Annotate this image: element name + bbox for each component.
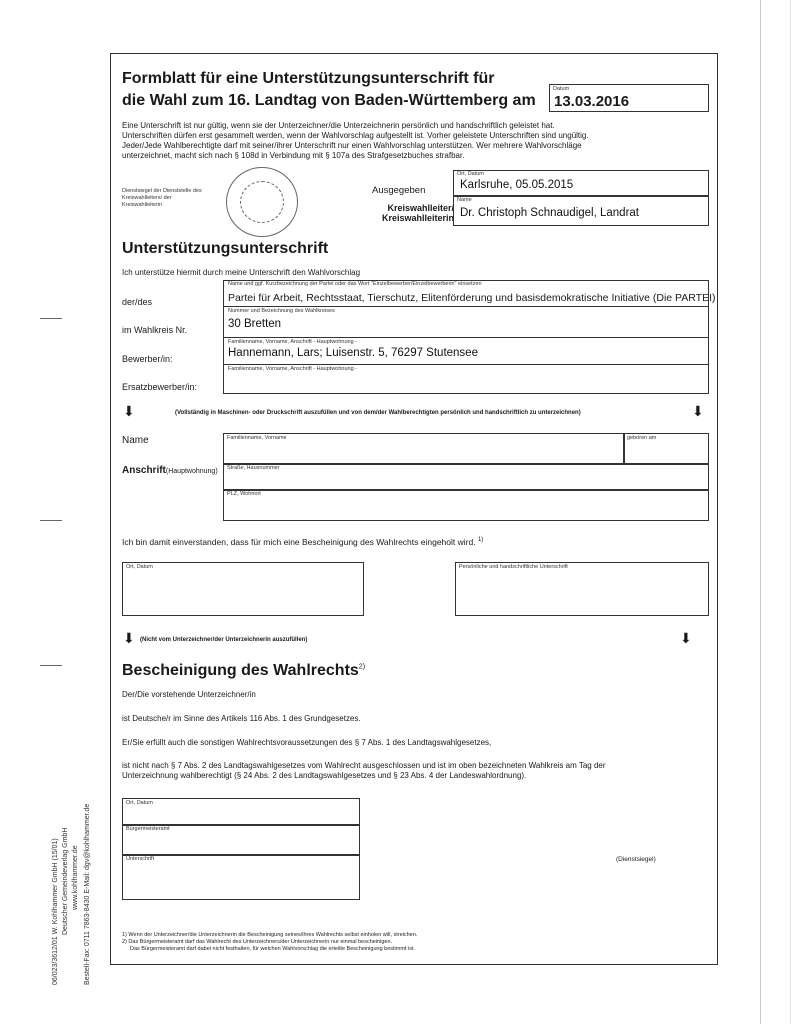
substitute-label: Ersatzbewerber/in: xyxy=(122,382,198,392)
divider xyxy=(223,337,709,338)
publisher-info: Bestell-Fax: 0711 7863-8430 E-Mail: dgv@kohlhammer.de xyxy=(84,803,91,985)
place-date-hint: Ort, Datum xyxy=(126,564,153,570)
signer-name-label: Name xyxy=(122,435,149,446)
postal-city-field[interactable] xyxy=(223,489,709,521)
candidate-value[interactable]: Hannemann, Lars; Luisenstr. 5, 76297 Stutensee xyxy=(228,347,478,359)
not-fill-note: (Nicht vom Unterzeichner/der Unterzeichnerin auszufüllen) xyxy=(140,637,308,643)
punch-mark xyxy=(40,520,62,521)
place-date-hint: Ort, Datum xyxy=(126,800,153,806)
officer-name-value: Dr. Christoph Schnaudigel, Landrat xyxy=(460,207,639,219)
place-date-label: Ort, Datum xyxy=(457,171,484,177)
publisher-info: Deutscher Gemeindeverlag GmbH xyxy=(62,827,69,935)
name-label: Name xyxy=(457,197,472,203)
consent-text: Ich bin damit einverstanden, dass für mich eine Bescheinigung des Wahlrechts eingeholt wird. $^{1)}$ xyxy=(122,537,484,547)
signer-name-field[interactable] xyxy=(223,433,625,465)
street-field[interactable] xyxy=(223,463,709,491)
cert-place-date-field[interactable] xyxy=(122,798,360,826)
cert-signature-field[interactable] xyxy=(122,854,360,900)
divider xyxy=(223,306,709,307)
cert-p3: Er/Sie erfüllt auch die sonstigen Wahlrechtsvoraussetzungen des § 7 Abs. 1 des Landtagswahlgesetzes, xyxy=(122,738,492,747)
publisher-info: 06/023/3612/01 W. Kohlhammer GmbH (15/01) xyxy=(52,838,59,985)
seal-emblem-icon xyxy=(240,181,284,223)
birth-date-field[interactable] xyxy=(623,433,709,465)
election-date-value: 13.03.2016 xyxy=(554,93,630,110)
mayor-office-field[interactable] xyxy=(122,824,360,856)
born-hint: geboren am xyxy=(627,435,657,441)
district-hint: Nummer und Bezeichnung des Wahlkreises xyxy=(228,308,335,314)
mayor-hint: Bürgermeisteramt xyxy=(126,826,170,832)
cert-p2: ist Deutsche/r im Sinne des Artikels 116 Abs. 1 des Grundgesetzes. xyxy=(122,714,361,723)
name-hint: Familienname, Vorname xyxy=(227,435,287,441)
plz-hint: PLZ, Wohnort xyxy=(227,491,261,497)
issued-place-date-field[interactable] xyxy=(453,170,709,196)
scan-edge-line xyxy=(760,0,761,1024)
intro-text: Eine Unterschrift ist nur gültig, wenn sie der Unterzeichner/die Unterzeichnerin persönlich und handschriftlich geleistet hat. Unterschriften dürfen erst gesammelt werden, wenn der Wahlvorschlag aufgestellt ist. Vorher geleistete Unterschriften sind ungültig. Jeder/Jede Wahlberechtigte darf mit seiner/ihrer Unterschrift nur einen Wahlvorschlag unterstützen. Wer mehrere Wahlvorschläge unterzeichnet, macht sich nach § 108d in Verbindung mit § 107a des Strafgesetzbuches strafbar. xyxy=(122,121,589,160)
candidate-hint: Familienname, Vorname, Anschrift - Hauptwohnung - xyxy=(228,339,358,345)
party-label: der/des xyxy=(122,297,153,307)
party-value[interactable]: Partei für Arbeit, Rechtsstaat, Tierschutz, Elitenförderung und basisdemokratische Initiative (Die PARTEI) xyxy=(228,292,716,304)
cert-p4: ist nicht nach § 7 Abs. 2 des Landtagswahlgesetzes vom Wahlrecht ausgeschlossen und ist im oben bezeichneten Wahlkreis am Tag der Unterzeichnung wahlberechtigt (§ 24 Abs. 2 des Landtagswahlgesetzes und § 23 Abs. 4 der Landeswahlordnung). xyxy=(122,761,606,780)
party-hint: Name und ggf. Kurzbezeichnung der Partei oder das Wort "Einzelbewerber/Einzelbewerberin" einsetzen xyxy=(228,281,482,287)
street-hint: Straße, Hausnummer xyxy=(227,465,280,471)
date-label: Datum xyxy=(553,86,570,92)
seal-hint: (Dienstsiegel) xyxy=(616,856,656,863)
arrow-down-icon: ⬇ xyxy=(123,403,135,419)
signature-hint: Unterschrift xyxy=(126,856,155,862)
arrow-down-icon: ⬇ xyxy=(692,403,704,419)
form-title-line1: Formblatt für eine Unterstützungsunterschrift für xyxy=(122,70,495,87)
support-intro: Ich unterstütze hiermit durch meine Unterschrift den Wahlvorschlag xyxy=(122,268,361,277)
signer-place-date-field[interactable] xyxy=(122,562,364,616)
substitute-hint: Familienname, Vorname, Anschrift - Hauptwohnung - xyxy=(228,366,358,372)
seal-label: Dienstsiegel der Dienststelle des Kreiswahlleiters/ der Kreiswahlleiterin xyxy=(122,188,202,208)
election-date-box[interactable] xyxy=(549,84,709,112)
scan-edge-line xyxy=(790,0,791,1024)
punch-mark xyxy=(40,318,62,319)
candidate-label: Bewerber/in: xyxy=(122,354,173,364)
address-label: Anschrift(Hauptwohnung) xyxy=(122,465,218,476)
certification-heading: Bescheinigung des Wahlrechts$^{2)}$ xyxy=(122,662,366,679)
arrow-down-icon: ⬇ xyxy=(680,630,692,646)
signer-instruction: (Vollständig in Maschinen- oder Druckschrift auszufüllen und von dem/der Wahlberechtigten persönlich und handschriftlich zu unterzeichnen) xyxy=(175,410,581,416)
punch-mark xyxy=(40,665,62,666)
support-heading: Unterstützungsunterschrift xyxy=(122,240,329,257)
issued-label: Ausgegeben xyxy=(372,185,426,196)
officer-label: Kreiswahlleiter/ Kreiswahlleiterin xyxy=(381,203,454,223)
district-value[interactable]: 30 Bretten xyxy=(228,318,282,330)
issued-place-date-value: Karlsruhe, 05.05.2015 xyxy=(460,179,574,191)
arrow-down-icon: ⬇ xyxy=(123,630,135,646)
officer-name-field[interactable] xyxy=(453,196,709,226)
signature-hint: Persönliche und handschriftliche Unterschrift xyxy=(459,564,568,570)
form-title-line2: die Wahl zum 16. Landtag von Baden-Württemberg am xyxy=(122,92,536,109)
publisher-info: www.kohlhammer.de xyxy=(72,845,79,910)
district-label: im Wahlkreis Nr. xyxy=(122,325,188,335)
signer-signature-field[interactable] xyxy=(455,562,709,616)
cert-p1: Der/Die vorstehende Unterzeichner/in xyxy=(122,690,256,699)
divider xyxy=(223,364,709,365)
footnotes: 1) Wenn der Unterzeichner/die Unterzeichnerin die Bescheinigung seines/ihres Wahlrechts selbst einholen will, streichen. 2) Das Bürgermeisteramt darf das Wahlrecht des Unterzeichners/der Unterzeichnerin nur einmal bescheinigen. Das Bürgermeisteramt darf dabei nicht festhalten, für welchen Wahlvorschlag die erteilte Bescheinigung bestimmt ist. xyxy=(122,932,418,952)
